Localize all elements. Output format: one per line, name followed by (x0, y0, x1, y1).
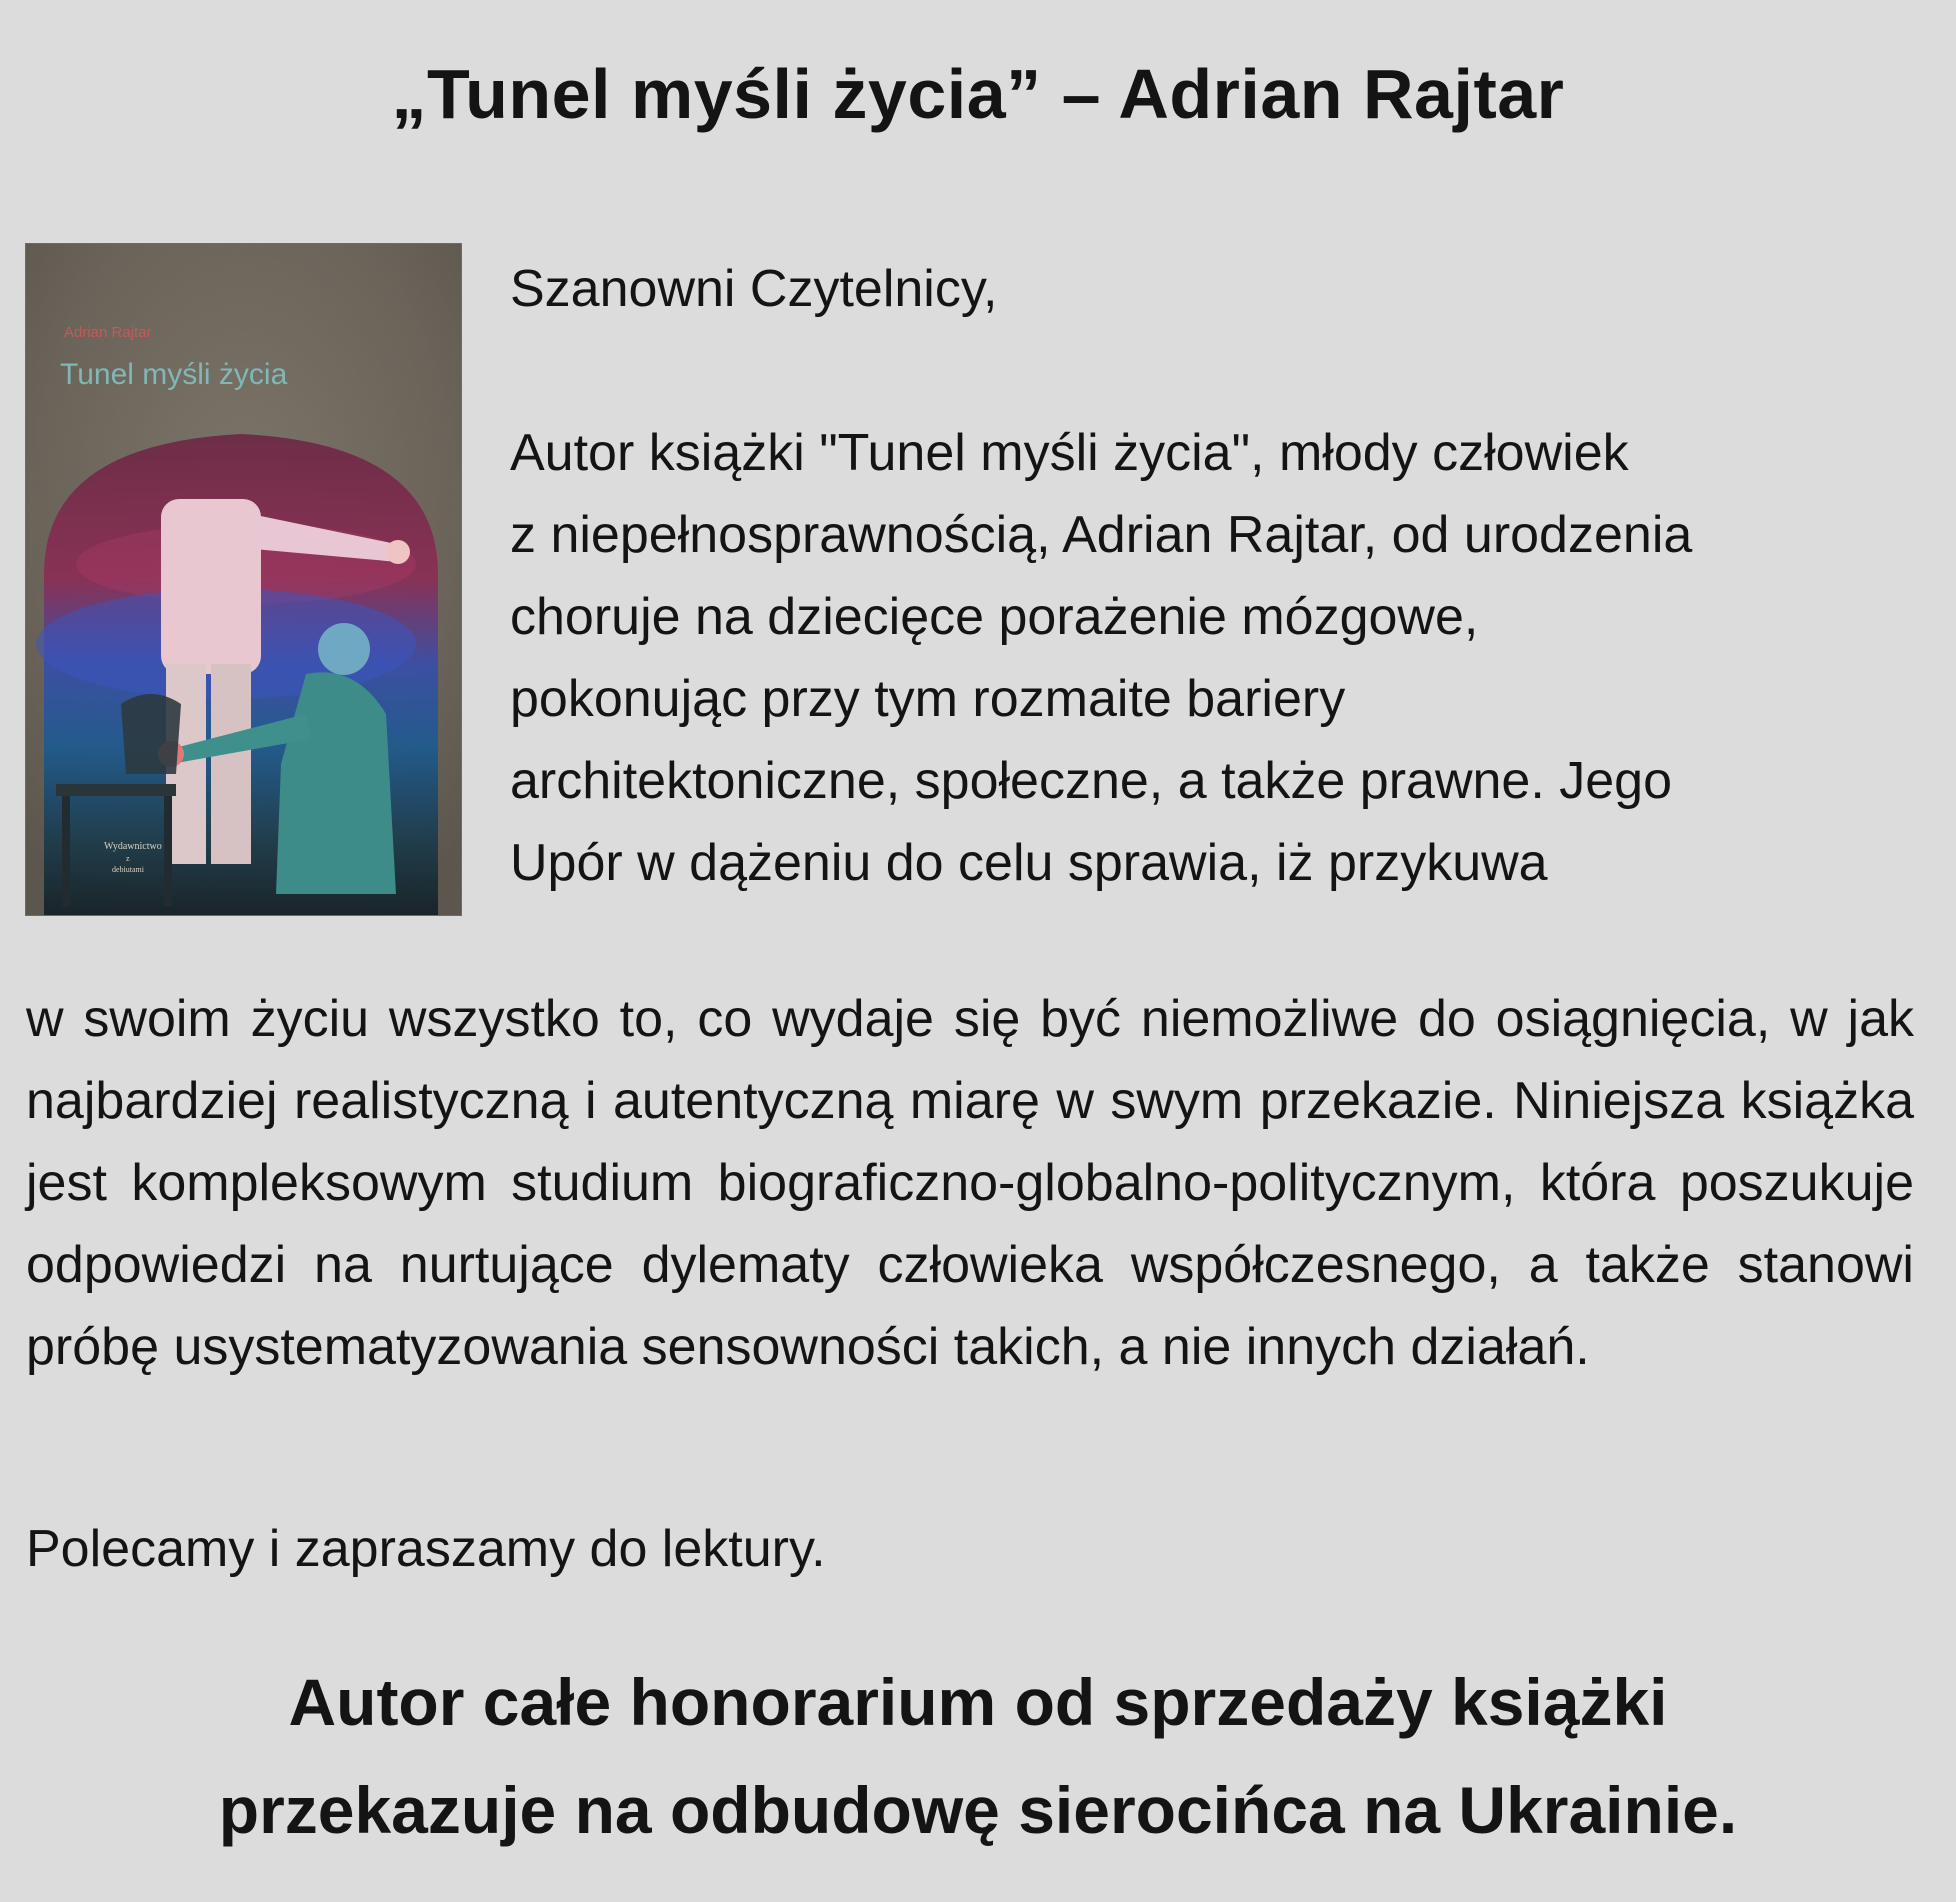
intro-line: pokonując przy tym rozmaite bariery (510, 670, 1346, 728)
cover-author: Adrian Rajtar (64, 324, 152, 341)
intro-section (510, 248, 1930, 904)
cover-publisher: debiutami (112, 865, 144, 874)
intro-line: z niepełnosprawnością, Adrian Rajtar, od urodzenia (510, 506, 1693, 564)
body-paragraph: w swoim życiu wszystko to, co wydaje się być niemożliwe do osiągnięcia, w jak najbardziej realistyczną i autentyczną miarę w swym przekazie. Niniejsza książka jest kompleksowym studium biograficzno-globalno-politycznym, która poszukuje odpowiedzi na nurtujące dylematy człowieka współczesnego, a także stanowi próbę usystematyzowania sensowności takich, a nie innych działań. (26, 990, 1914, 1376)
book-cover-image (26, 244, 461, 915)
donation-line: Autor całe honorarium od sprzedaży książki (288, 1665, 1668, 1739)
intro-line: Upór w dążeniu do celu sprawia, iż przykuwa (510, 834, 1548, 892)
cover-title: Tunel myśli życia (60, 358, 288, 391)
greeting: Szanowni Czytelnicy, (510, 260, 998, 318)
donation-notice (0, 1648, 1956, 1864)
cover-publisher: z (126, 854, 130, 863)
intro-line: Autor książki "Tunel myśli życia", młody człowiek (510, 424, 1629, 482)
intro-line: choruje na dziecięce porażenie mózgowe, (510, 588, 1479, 646)
cover-publisher: Wydawnictwo (104, 841, 162, 852)
intro-line: architektoniczne, społeczne, a także prawne. Jego (510, 752, 1673, 810)
page-title: „Tunel myśli życia” – Adrian Rajtar (391, 55, 1565, 133)
donation-line: przekazuje na odbudowę sierocińca na Ukrainie. (218, 1773, 1738, 1847)
closing-line: Polecamy i zapraszamy do lektury. (26, 1520, 826, 1578)
